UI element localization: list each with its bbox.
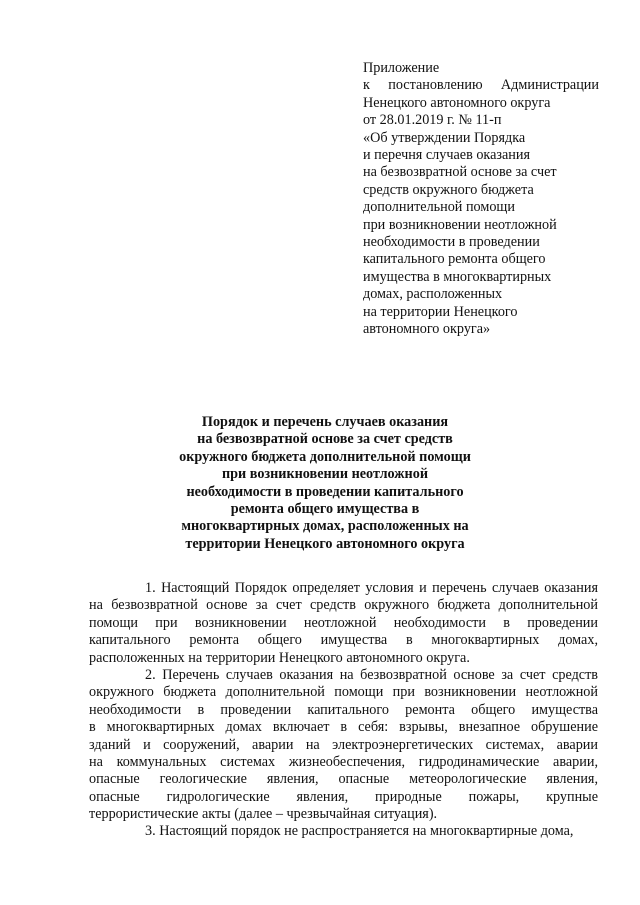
body-line: окружного бюджета дополнительной помощи при возникновении неотложной xyxy=(89,684,598,701)
appendix-line: дополнительной помощи xyxy=(363,199,515,216)
body-line: на коммунальных системах жизнеобеспечения, гидродинамические аварии, xyxy=(89,753,598,770)
body-line: расположенных на территории Ненецкого автономного округа. xyxy=(89,649,470,666)
title-line: необходимости в проведении капитального xyxy=(186,483,464,500)
title-line: ремонта общего имущества в xyxy=(230,501,420,518)
appendix-block xyxy=(363,60,599,339)
appendix-line: на территории Ненецкого xyxy=(363,303,518,320)
title-line: Порядок и перечень случаев оказания xyxy=(201,414,449,430)
appendix-line: домах, расположенных xyxy=(363,286,503,303)
appendix-line: Приложение xyxy=(363,60,440,76)
paragraph-2 xyxy=(89,667,598,824)
body-line: террористические акты (далее – чрезвычайная ситуация). xyxy=(89,806,438,823)
appendix-line: к постановлению Администрации xyxy=(363,77,599,94)
document-body xyxy=(89,580,598,841)
body-line: зданий и сооружений, аварии на электроэнергетических системах, аварии xyxy=(89,736,598,753)
body-line: капитального ремонта общего имущества в многоквартирных домах, xyxy=(89,632,598,649)
body-line: опасные геологические явления, опасные метеорологические явления, xyxy=(89,771,598,788)
document-title xyxy=(150,414,500,553)
appendix-line: «Об утверждении Порядка xyxy=(363,129,526,146)
appendix-line: имущества в многоквартирных xyxy=(363,268,552,285)
appendix-line: капитального ремонта общего xyxy=(363,251,546,268)
body-line: 2. Перечень случаев оказания на безвозвратной основе за счет средств xyxy=(145,666,598,683)
body-line: опасные гидрологические явления, природные пожары, крупные xyxy=(89,788,598,805)
appendix-line: необходимости в проведении xyxy=(363,234,540,251)
title-line: при возникновении неотложной xyxy=(221,466,429,483)
title-line: многоквартирных домах, расположенных на xyxy=(181,518,469,535)
appendix-line: на безвозвратной основе за счет xyxy=(363,164,557,181)
appendix-line: от 28.01.2019 г. № 11-п xyxy=(363,112,502,129)
appendix-line: автономного округа» xyxy=(363,321,491,338)
appendix-line: при возникновении неотложной xyxy=(363,216,557,233)
body-line: 1. Настоящий Порядок определяет условия и перечень случаев оказания xyxy=(145,580,598,596)
paragraph-1 xyxy=(89,580,598,667)
appendix-line: средств окружного бюджета xyxy=(363,181,534,198)
appendix-line: Ненецкого автономного округа xyxy=(363,94,551,111)
paragraph-3 xyxy=(89,823,598,840)
title-line: на безвозвратной основе за счет средств xyxy=(197,431,453,448)
body-line: необходимости в проведении капитального ремонта общего имущества xyxy=(89,701,598,718)
body-line: на безвозвратной основе за счет средств окружного бюджета дополнительной xyxy=(89,597,598,614)
body-line: помощи при возникновении неотложной необходимости в проведении xyxy=(89,614,598,631)
body-line: в многоквартирных домах включает в себя: взрывы, внезапное обрушение xyxy=(89,719,598,736)
appendix-line: и перечня случаев оказания xyxy=(363,147,530,164)
title-line: окружного бюджета дополнительной помощи xyxy=(179,448,471,465)
title-line: территории Ненецкого автономного округа xyxy=(185,535,465,552)
body-line: 3. Настоящий порядок не распространяется на многоквартирные дома, xyxy=(145,823,574,840)
